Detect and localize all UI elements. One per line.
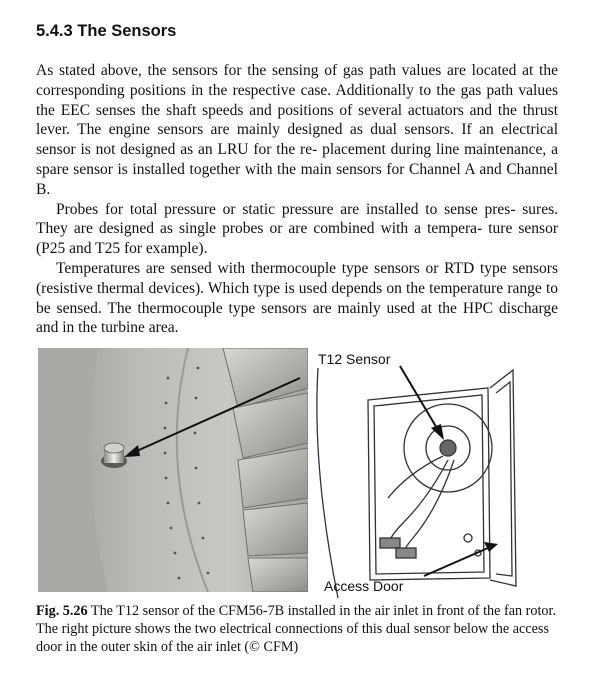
figure-caption-text: The T12 sensor of the CFM56-7B installed in the air inlet in front of the fan rotor. The right picture shows the two electrical connections of this dual sensor below the access door in the outer skin of the air inlet (© CFM) (36, 603, 556, 655)
section-heading: 5.4.3 The Sensors (36, 22, 177, 40)
body-text (36, 61, 558, 338)
paragraph-1: As stated above, the sensors for the sensing of gas path values are located at the corresponding positions in the respective case. Additionally to the gas path values the EEC senses the shaft speeds and positions of several actuators and the thrust lever. The engine sensors are mainly designed as dual sensors. If an electrical sensor is not designed as an LRU for the re- placement during line maintenance, a spare sensor is installed together with the main sensors for Channel A and Channel B. (36, 62, 558, 198)
paragraph-2: Probes for total pressure or static pressure are installed to sense pres- sures. They are designed as single probes or are combined with a tempera- ture sensor (P25 and T25 for example). (36, 200, 558, 258)
access-door-drawing (308, 348, 560, 600)
figure-caption (36, 603, 558, 656)
inlet-photo (38, 348, 308, 592)
access-door-label: Access Door (324, 578, 404, 594)
t12-sensor-label: T12 Sensor (318, 351, 391, 367)
access-door-drawing-image (308, 348, 560, 600)
inlet-photo-image (38, 348, 308, 592)
paragraph-3: Temperatures are sensed with thermocouple type sensors or RTD type sensors (resistive thermal devices). Which type is used depends on the temperature range to be sensed. The thermocouple type sensors are mainly used at the HPC discharge and in the turbine area. (36, 259, 558, 337)
figure-caption-label: Fig. 5.26 (36, 603, 88, 619)
